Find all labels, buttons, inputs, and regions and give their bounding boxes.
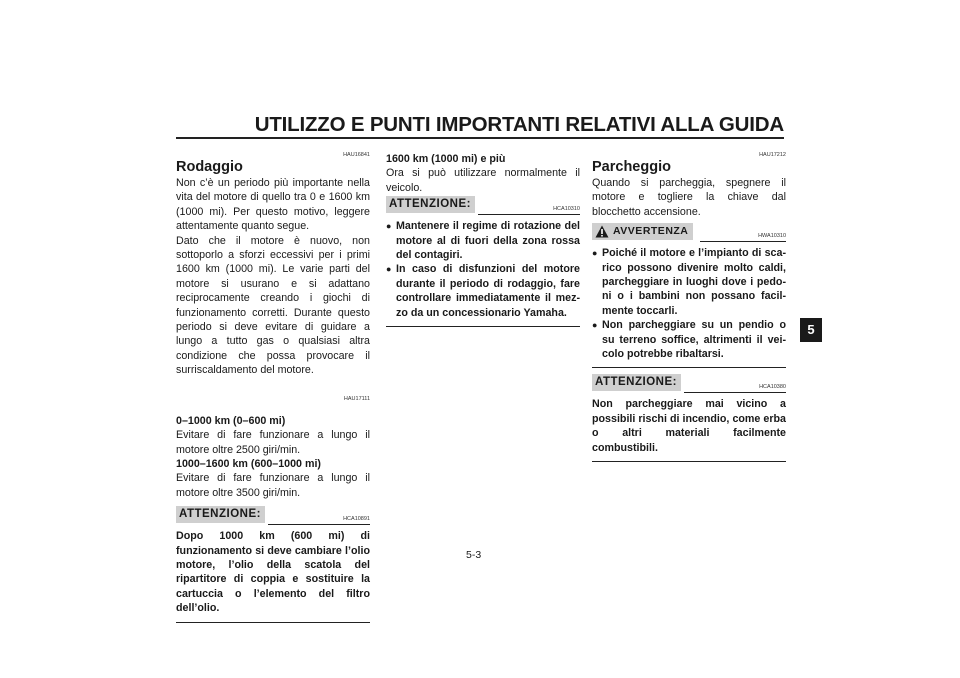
reference-code: HAU17212 [759,152,786,158]
list-item-text: Mantenere il regime di rotazione del motore al di fuori della zona rossa del contagiri. [396,220,580,262]
warning-rule [700,241,786,242]
reference-code: HCA10310 [553,206,580,213]
bullet-list [386,219,580,320]
column-middle [386,152,580,327]
list-item [592,318,786,361]
attention-badge: ATTENZIONE: [386,196,475,213]
warning-end-rule [592,367,786,368]
list-item [592,246,786,318]
list-item [386,262,580,320]
section-title: Rodaggio [176,159,243,175]
section-heading-rodaggio [176,152,370,176]
page-number: 5-3 [466,549,482,561]
subheading: 1600 km (1000 mi) e più [386,153,506,165]
notice-header [176,506,370,523]
notice-end-rule [176,622,370,623]
reference-code: HWA10310 [758,233,786,240]
paragraph: Evitare di fare funzionare a lungo il motore oltre 3500 giri/min. [176,472,370,499]
notice-rule [684,392,786,393]
notice-rule [268,524,370,525]
list-item-text: In caso di disfunzioni del motore durante il periodo di rodaggio, fare controllare immediatamente il mezzo da un concessionario Yamaha. [396,263,580,319]
paragraph: Ora si può utilizzare normalmente il veicolo. [386,167,580,194]
paragraph: Evitare di fare funzionare a lungo il motore oltre 2500 giri/min. [176,429,370,456]
warning-header [592,223,786,240]
list-item-text: Poiché il motore e l’impianto di scarico possono divenire molto caldi, parcheggiare in luoghi dove i pedoni o i bambini non possano facilmente toccarli. [602,247,786,317]
warning-triangle-icon [595,225,609,238]
page-header-title: UTILIZZO E PUNTI IMPORTANTI RELATIVI ALLA GUIDA [254,113,784,136]
reference-code: HAU17111 [343,395,370,402]
bullet-icon: ● [592,320,598,331]
subheading: 1000–1600 km (600–1000 mi) [176,457,321,470]
chapter-tab: 5 [800,318,822,342]
paragraph: Non c’è un periodo più importante nella vita del motore di quello tra 0 e 1600 km (1000 mi). Per questo motivo, leggere attentamente quanto segue. [176,177,370,233]
reference-code: HCA10380 [759,384,786,391]
paragraph: Dato che il motore è nuovo, non sottoporlo a sforzi eccessivi per i primi 1600 km (1000 mi). Le varie parti del motore si usurano e si adattano reciprocamente creando i giochi di funzionamento corretti. Durante questo periodo si deve evitare di guidare a lungo a tutto gas o qualsiasi altra condizione che possa provocare il surriscaldamento del motore. [176,234,370,377]
reference-code: HAU16841 [343,152,370,158]
bullet-icon: ● [592,248,598,259]
notice-header [386,196,580,213]
notice-text: Dopo 1000 km (600 mi) di funzionamento si deve cambiare l’olio motore, l’olio della scatola del ripartitore di coppia e sostituire la cartuccia o l’elemento del filtro dell’olio. [176,530,370,615]
notice-end-rule [592,461,786,462]
warning-badge [592,223,693,240]
attention-badge: ATTENZIONE: [592,374,681,391]
notice-rule [478,214,580,215]
section-title: Parcheggio [592,159,671,175]
subheading: 0–1000 km (0–600 mi) [176,414,286,427]
notice-text: Non parcheggiare mai vicino a possibili rischi di incendio, come erba o altri materiali facilmente combustibili. [592,398,786,454]
bullet-list [592,246,786,361]
header-rule [176,137,784,139]
paragraph: Quando si parcheggia, spegnere il motore e togliere la chiave dal blocchetto accensione. [592,177,786,218]
notice-header [592,374,786,391]
attention-badge: ATTENZIONE: [176,506,265,523]
column-right [592,152,786,462]
list-item [386,219,580,262]
notice-end-rule [386,326,580,327]
bullet-icon: ● [386,264,392,275]
column-left [176,152,370,623]
bullet-icon: ● [386,221,392,232]
reference-code: HCA10891 [343,516,370,523]
list-item-text: Non parcheggiare su un pendio o su terreno soffice, altrimenti il veicolo potrebbe ribaltarsi. [602,319,786,361]
warning-label: AVVERTENZA [613,225,689,238]
section-heading-parcheggio [592,152,786,176]
